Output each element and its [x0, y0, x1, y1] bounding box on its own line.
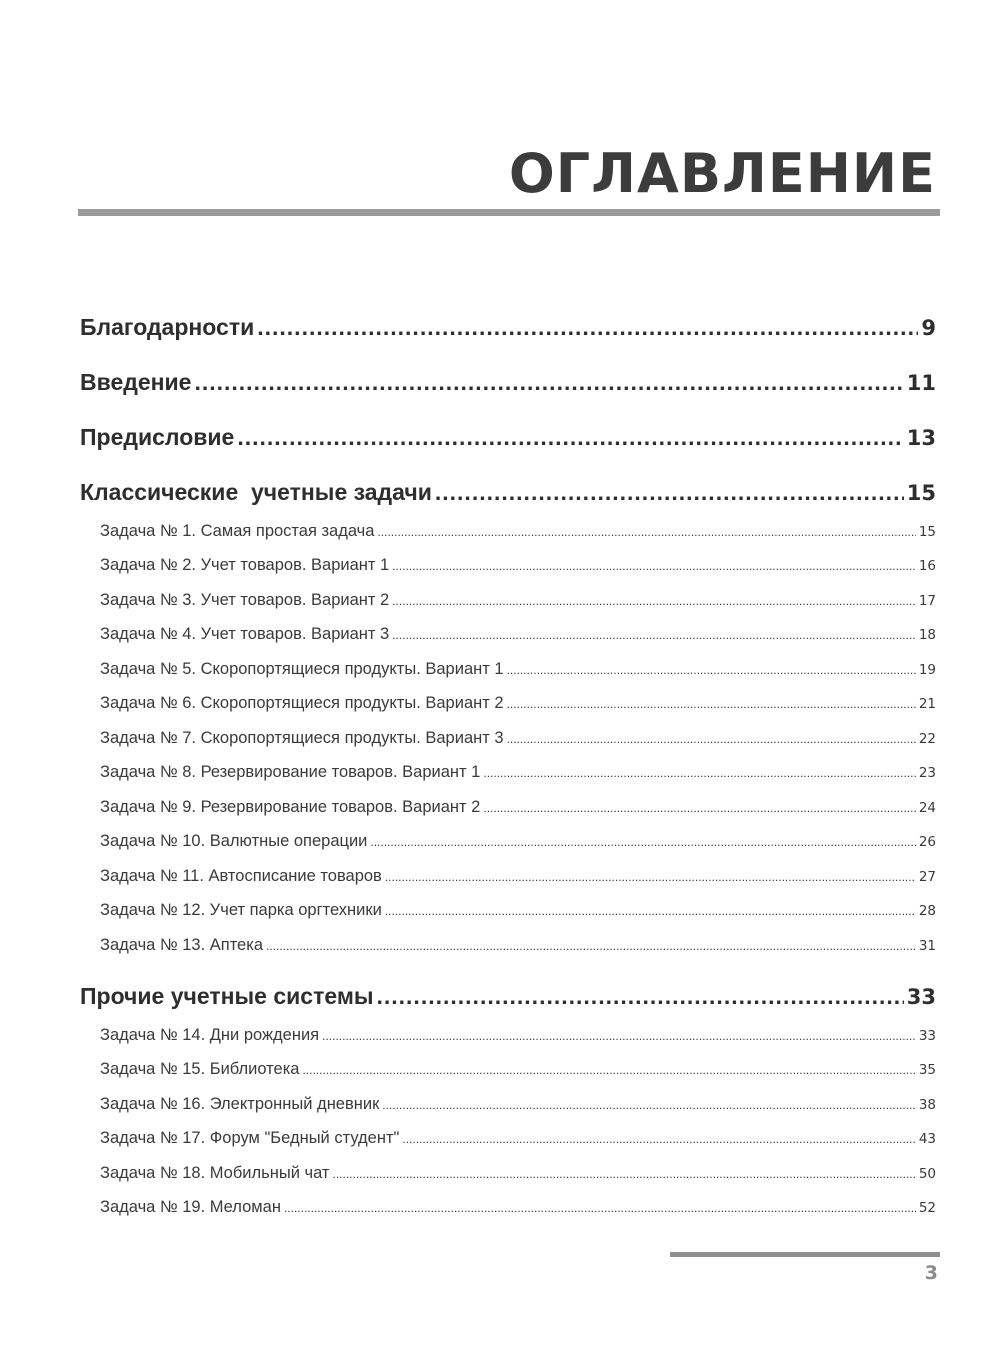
toc-leader: [266, 932, 916, 959]
toc-entry-label: Задача № 10. Валютные операции: [100, 832, 368, 850]
toc-entry-4[interactable]: [100, 621, 936, 647]
toc-leader: [370, 828, 915, 855]
toc-entry-18[interactable]: [100, 1160, 936, 1186]
toc-page-number: 19: [918, 662, 936, 678]
toc-entry-17[interactable]: [100, 1125, 936, 1151]
toc-section-label: Прочие учетные системы: [80, 983, 374, 1009]
toc-entry-3[interactable]: [100, 587, 936, 613]
toc-section-label: Классические учетные задачи: [80, 479, 432, 505]
toc-entry-label: Задача № 15. Библиотека: [100, 1060, 300, 1078]
toc-page-number: 15: [918, 524, 936, 540]
toc-entry-14[interactable]: [100, 1022, 936, 1048]
toc-entry-12[interactable]: [100, 897, 936, 923]
toc-page-number: 16: [918, 558, 936, 574]
toc-page-number: 22: [918, 731, 936, 747]
toc-page-number: 9: [921, 316, 936, 340]
toc-leader: [382, 1091, 916, 1118]
toc-page-number: 35: [918, 1062, 936, 1078]
toc-entry-6[interactable]: [100, 690, 936, 716]
toc-entry-19[interactable]: [100, 1194, 936, 1220]
toc-entry-7[interactable]: [100, 725, 936, 751]
toc-page-number: 23: [918, 765, 936, 781]
toc-entry-label: Задача № 17. Форум "Бедный студент": [100, 1129, 400, 1147]
toc-section-acknowledgements[interactable]: [80, 310, 936, 344]
toc-section-introduction[interactable]: [80, 365, 936, 399]
toc-leader: [237, 420, 903, 454]
footer-divider: [670, 1252, 940, 1257]
toc-entry-label: Задача № 3. Учет товаров. Вариант 2: [100, 591, 390, 609]
toc-page-number: 43: [918, 1131, 936, 1147]
toc-leader: [507, 656, 916, 683]
toc-leader: [483, 759, 915, 786]
page-title: ОГЛАВЛЕНИЕ: [508, 142, 936, 205]
toc-page-number: 33: [918, 1028, 936, 1044]
toc-leader: [302, 1056, 915, 1083]
title-divider: [78, 209, 940, 216]
toc-entry-label: Задача № 8. Резервирование товаров. Вариант 1: [100, 763, 481, 781]
toc-entry-label: Задача № 19. Меломан: [100, 1198, 281, 1216]
toc-entry-1[interactable]: [100, 518, 936, 544]
toc-page-number: 27: [918, 869, 936, 885]
toc-leader: [507, 690, 916, 717]
toc-leader: [392, 552, 916, 579]
toc-entry-label: Задача № 6. Скоропортящиеся продукты. Вариант 2: [100, 694, 504, 712]
toc-leader: [483, 794, 915, 821]
toc-leader: [284, 1194, 916, 1221]
toc-entry-label: Задача № 9. Резервирование товаров. Вариант 2: [100, 798, 481, 816]
toc-leader: [333, 1160, 916, 1187]
toc-page-number: 15: [906, 481, 936, 505]
toc-entry-9[interactable]: [100, 794, 936, 820]
toc-page-number: 52: [918, 1200, 936, 1216]
toc-entry-label: Задача № 18. Мобильный чат: [100, 1164, 330, 1182]
toc-section-label: Введение: [80, 369, 192, 395]
toc-page-number: 24: [918, 800, 936, 816]
toc-page-number: 38: [918, 1097, 936, 1113]
toc-leader: [377, 518, 915, 545]
toc-page-number: 50: [918, 1166, 936, 1182]
toc-entry-11[interactable]: [100, 863, 936, 889]
toc-leader: [385, 897, 916, 924]
toc-page-number: 17: [918, 593, 936, 609]
toc-entry-label: Задача № 14. Дни рождения: [100, 1026, 320, 1044]
toc-leader: [194, 365, 903, 399]
toc-leader: [385, 863, 916, 890]
toc-leader: [435, 475, 904, 509]
toc-section-other-systems[interactable]: [80, 979, 936, 1013]
toc-leader: [507, 725, 916, 752]
toc-entry-label: Задача № 1. Самая простая задача: [100, 522, 375, 540]
toc-entry-5[interactable]: [100, 656, 936, 682]
toc-section-label: Благодарности: [80, 314, 255, 340]
toc-entry-label: Задача № 4. Учет товаров. Вариант 3: [100, 625, 390, 643]
toc-entry-8[interactable]: [100, 759, 936, 785]
toc-page-number: 18: [918, 627, 936, 643]
toc-section-classic-tasks[interactable]: [80, 475, 936, 509]
toc-page-number: 26: [918, 834, 936, 850]
toc-entry-15[interactable]: [100, 1056, 936, 1082]
toc-leader: [376, 979, 903, 1013]
toc-page-number: 13: [906, 426, 936, 450]
toc-leader: [322, 1022, 916, 1049]
toc-entry-label: Задача № 16. Электронный дневник: [100, 1095, 380, 1113]
toc-entry-2[interactable]: [100, 552, 936, 578]
toc-page-number: 11: [906, 371, 936, 395]
toc-entry-label: Задача № 11. Автосписание товаров: [100, 867, 382, 885]
toc-entry-13[interactable]: [100, 932, 936, 958]
toc-entry-label: Задача № 7. Скоропортящиеся продукты. Вариант 3: [100, 729, 504, 747]
toc-page-number: 31: [918, 938, 936, 954]
toc-entry-10[interactable]: [100, 828, 936, 854]
toc-entry-16[interactable]: [100, 1091, 936, 1117]
toc-section-label: Предисловие: [80, 424, 235, 450]
toc-entry-label: Задача № 5. Скоропортящиеся продукты. Вариант 1: [100, 660, 504, 678]
toc-entry-label: Задача № 2. Учет товаров. Вариант 1: [100, 556, 390, 574]
toc-page-number: 21: [918, 696, 936, 712]
toc-page-number: 28: [918, 903, 936, 919]
toc-section-preface[interactable]: [80, 420, 936, 454]
toc-entry-label: Задача № 13. Аптека: [100, 936, 263, 954]
toc-entry-label: Задача № 12. Учет парка оргтехники: [100, 901, 382, 919]
toc-page-number: 33: [906, 985, 936, 1009]
toc-leader: [402, 1125, 915, 1152]
toc-leader: [392, 621, 916, 648]
toc-leader: [392, 587, 916, 614]
page-number: 3: [924, 1262, 938, 1284]
toc-leader: [257, 310, 918, 344]
